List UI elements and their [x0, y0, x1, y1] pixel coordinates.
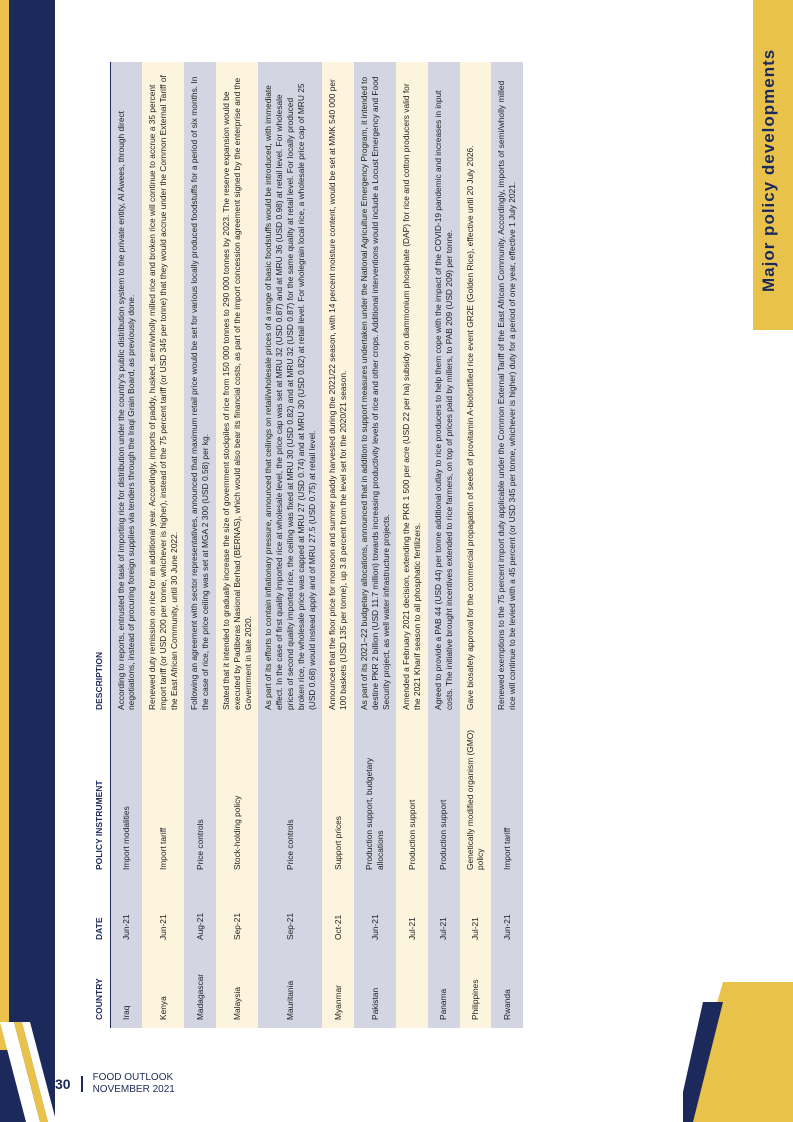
footer-publication	[93, 1072, 175, 1096]
cell-instrument: Support prices	[322, 718, 354, 878]
cell-instrument: Genetically modified organism (GMO) policy	[460, 718, 492, 878]
cell-country: Panama	[428, 948, 460, 1028]
rotated-table	[62, 62, 692, 1028]
page-number: 30	[55, 1076, 83, 1092]
table-row	[460, 62, 492, 1028]
bottom-right-decoration	[683, 982, 793, 1122]
cell-date: Jul-21	[396, 878, 428, 948]
publication-date: NOVEMBER 2021	[92, 1084, 175, 1095]
cell-instrument: Stock-holding policy	[216, 718, 258, 878]
cell-description: Renewed exemptions to the 75 percent import duty applicable under the Common External Tariff of the East African Community. Accordingly, imports of semi/wholly milled rice will continue to be levied with a 45 percent (or USD 345 per tonne, whichever is higher) duty for a period of one year, effective 1 July 2021.	[491, 62, 523, 718]
cell-description: As part of its efforts to contain inflationary pressure, announced that ceilings on retail/wholesale prices of a range of basic foodstuffs would be introduced, with immediate effect. In the case of first quality imported rice at wholesale level, the price cap was set at MRU 32 (USD 0.87) and at MRU 36 (USD 0.98) at retail level. For wholesale prices of second quality imported rice, the ceiling was fixed at MRU 30 (USD 0.82) and at MRU 32 (USD 0.87) for the same quality at retail level. For locally produced broken rice, the wholesale price was capped at MRU 27 (USD 0.74) and at MRU 30 (USD 0.82) at retail level. For wholegrain local rice, a wholesale price cap of MRU 25 (USD 0.68) would instead apply and of MRU 27.5 (USD 0.75) at retail level.	[258, 62, 322, 718]
section-tab	[753, 0, 793, 330]
left-decorative-strip	[0, 0, 55, 1122]
policy-table-container	[62, 62, 692, 1028]
table-row	[354, 62, 396, 1028]
cell-instrument: Price controls	[258, 718, 322, 878]
cell-country: Philippines	[460, 948, 492, 1028]
table-row	[110, 62, 142, 1028]
cell-date: Sep-21	[258, 878, 322, 948]
table-row	[216, 62, 258, 1028]
cell-date: Jun-21	[110, 878, 142, 948]
cell-country: Madagascar	[184, 948, 216, 1028]
cell-country: Mauritania	[258, 948, 322, 1028]
cell-instrument: Price controls	[184, 718, 216, 878]
cell-date: Aug-21	[184, 878, 216, 948]
table-row	[142, 62, 184, 1028]
cell-instrument: Production support	[428, 718, 460, 878]
cell-date: Jun-21	[354, 878, 396, 948]
header-date: DATE	[62, 878, 110, 948]
header-instrument: POLICY INSTRUMENT	[62, 718, 110, 878]
cell-description: Amended a February 2021 decision, extending the PKR 1 500 per acre (USD 22 per ha) subsidy on diammonium phosphate (DAP) for rice and cotton producers valid for the 2021 Kharif season to all phosphatic fertilizers.	[396, 62, 428, 718]
cell-country: Iraq	[110, 948, 142, 1028]
cell-instrument: Import modalities	[110, 718, 142, 878]
section-title: Major policy developments	[759, 48, 778, 292]
cell-country	[396, 948, 428, 1028]
cell-date: Jun-21	[491, 878, 523, 948]
bottom-stripe-graphic	[0, 1022, 55, 1122]
cell-date: Oct-21	[322, 878, 354, 948]
table-row	[322, 62, 354, 1028]
cell-country: Pakistan	[354, 948, 396, 1028]
cell-date: Jun-21	[142, 878, 184, 948]
cell-country: Rwanda	[491, 948, 523, 1028]
left-gold-bar	[0, 0, 9, 1050]
cell-instrument: Production support	[396, 718, 428, 878]
cell-description: Agreed to provide a PAB 44 (USD 44) per tonne additional outlay to rice producers to help them cope with the impact of the COVID-19 pandemic and increases in input costs. The initiative brought incentives extended to rice farmers, on top of prices paid by millers, to PAB 209 (USD 209) per tonne.	[428, 62, 460, 718]
cell-description: Gave biosafety approval for the commercial propagation of seeds of provitamin A-biofortified rice event GR2E (Golden Rice), effective until 20 July 2026.	[460, 62, 492, 718]
cell-date: Sep-21	[216, 878, 258, 948]
cell-description: According to reports, entrusted the task of importing rice for distribution under the country's public distribution system to the private entity, Al Awees, through direct negotiations, instead of procuring foreign supplies via tenders through the Iraqi Grain Board, as previously done.	[110, 62, 142, 718]
cell-description: Following an agreement with sector representatives, announced that maximum retail price would be set for various locally produced foodstuffs for a period of six months. In the case of rice, the price ceiling was set at MGA 2 300 (USD 0.58) per kg.	[184, 62, 216, 718]
table-row	[428, 62, 460, 1028]
table-row	[491, 62, 523, 1028]
cell-country: Kenya	[142, 948, 184, 1028]
cell-instrument: Production support, budgetary allocations	[354, 718, 396, 878]
cell-country: Malaysia	[216, 948, 258, 1028]
table-row	[396, 62, 428, 1028]
cell-description: As part of its 2021–22 budgetary allocations, announced that in addition to support measures undertaken under the National Agriculture Emergency Program, it intended to destine PKR 2 billion (USD 11.7 million) towards increasing productivity levels of rice and other crops. Additional interventions would include a Locust Emergency and Food Security project, as well water infrastructure projects.	[354, 62, 396, 718]
publication-title: FOOD OUTLOOK	[92, 1072, 174, 1083]
cell-instrument: Import tariff	[491, 718, 523, 878]
table-row	[258, 62, 322, 1028]
cell-description: Announced that the floor price for monsoon and summer paddy harvested during the 2021/22 season, with 14 percent moisture content, would be set at MMK 540 000 per 100 baskets (USD 135 per tonne), up 3.8 percent from the level set for the 2020/21 season.	[322, 62, 354, 718]
page-footer	[55, 1064, 175, 1104]
cell-country: Myanmar	[322, 948, 354, 1028]
cell-date: Jul-21	[428, 878, 460, 948]
policy-table	[62, 62, 523, 1028]
cell-date: Jul-21	[460, 878, 492, 948]
cell-instrument: Import tariff	[142, 718, 184, 878]
table-row	[184, 62, 216, 1028]
header-description: DESCRIPTION	[62, 62, 110, 718]
cell-description: Renewed duty remission on rice for an additional year. Accordingly, imports of paddy, husked, semi/wholly milled rice and broken rice will continue to accrue a 35 percent import tariff (or USD 200 per tonne, whichever is higher), instead of the 75 percent tariff (or USD 345 per tonne) that they would accrue under the Common External Tariff of the East African Community, until 30 June 2022.	[142, 62, 184, 718]
cell-description: Stated that it intended to gradually increase the size of government stockpiles of rice from 150 000 tonnes to 290 000 tonnes by 2023. The reserve expansion would be executed by Padiberas Nasional Berhad (BERNAS), which would also bear its financial costs, as part of the import concession agreement signed by the enterprise and the Government in late 2020.	[216, 62, 258, 718]
table-header-row	[62, 62, 110, 1028]
header-country: COUNTRY	[62, 948, 110, 1028]
